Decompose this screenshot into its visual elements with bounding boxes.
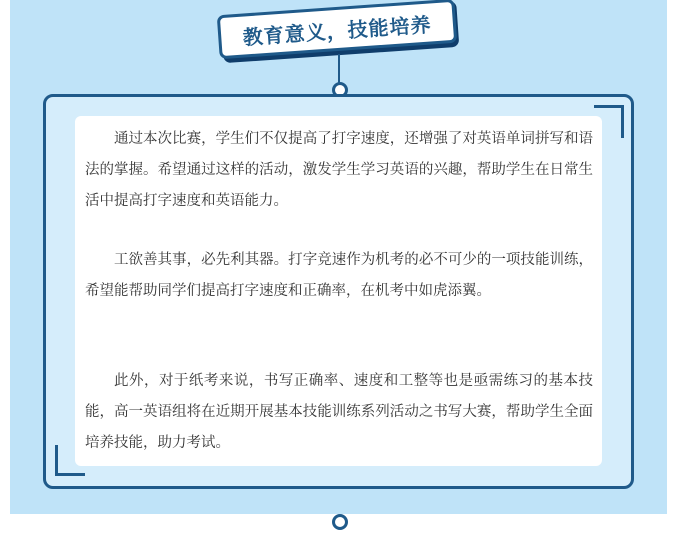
paragraph-2: 工欲善其事，必先利其器。打字竞速作为机考的必不可少的一项技能训练，希望能帮助同学们提高打字速度和正确率，在机考中如虎添翼。 xyxy=(85,252,593,299)
hanging-string xyxy=(338,54,340,84)
paragraph-3: 此外，对于纸考来说，书写正确率、速度和工整等也是亟需练习的基本技能，高一英语组将在近期开展基本技能训练系列活动之书写大赛，帮助学生全面培养技能，助力考试。 xyxy=(85,373,593,451)
section-title: 教育意义，技能培养 xyxy=(241,11,433,50)
paragraph-1: 通过本次比赛，学生们不仅提高了打字速度，还增强了对英语单词拼写和语法的掌握。希望通过这样的活动，激发学生学习英语的兴趣，帮助学生在日常生活中提高打字速度和英语能力。 xyxy=(85,131,593,209)
bottom-ring-decoration xyxy=(332,514,348,530)
